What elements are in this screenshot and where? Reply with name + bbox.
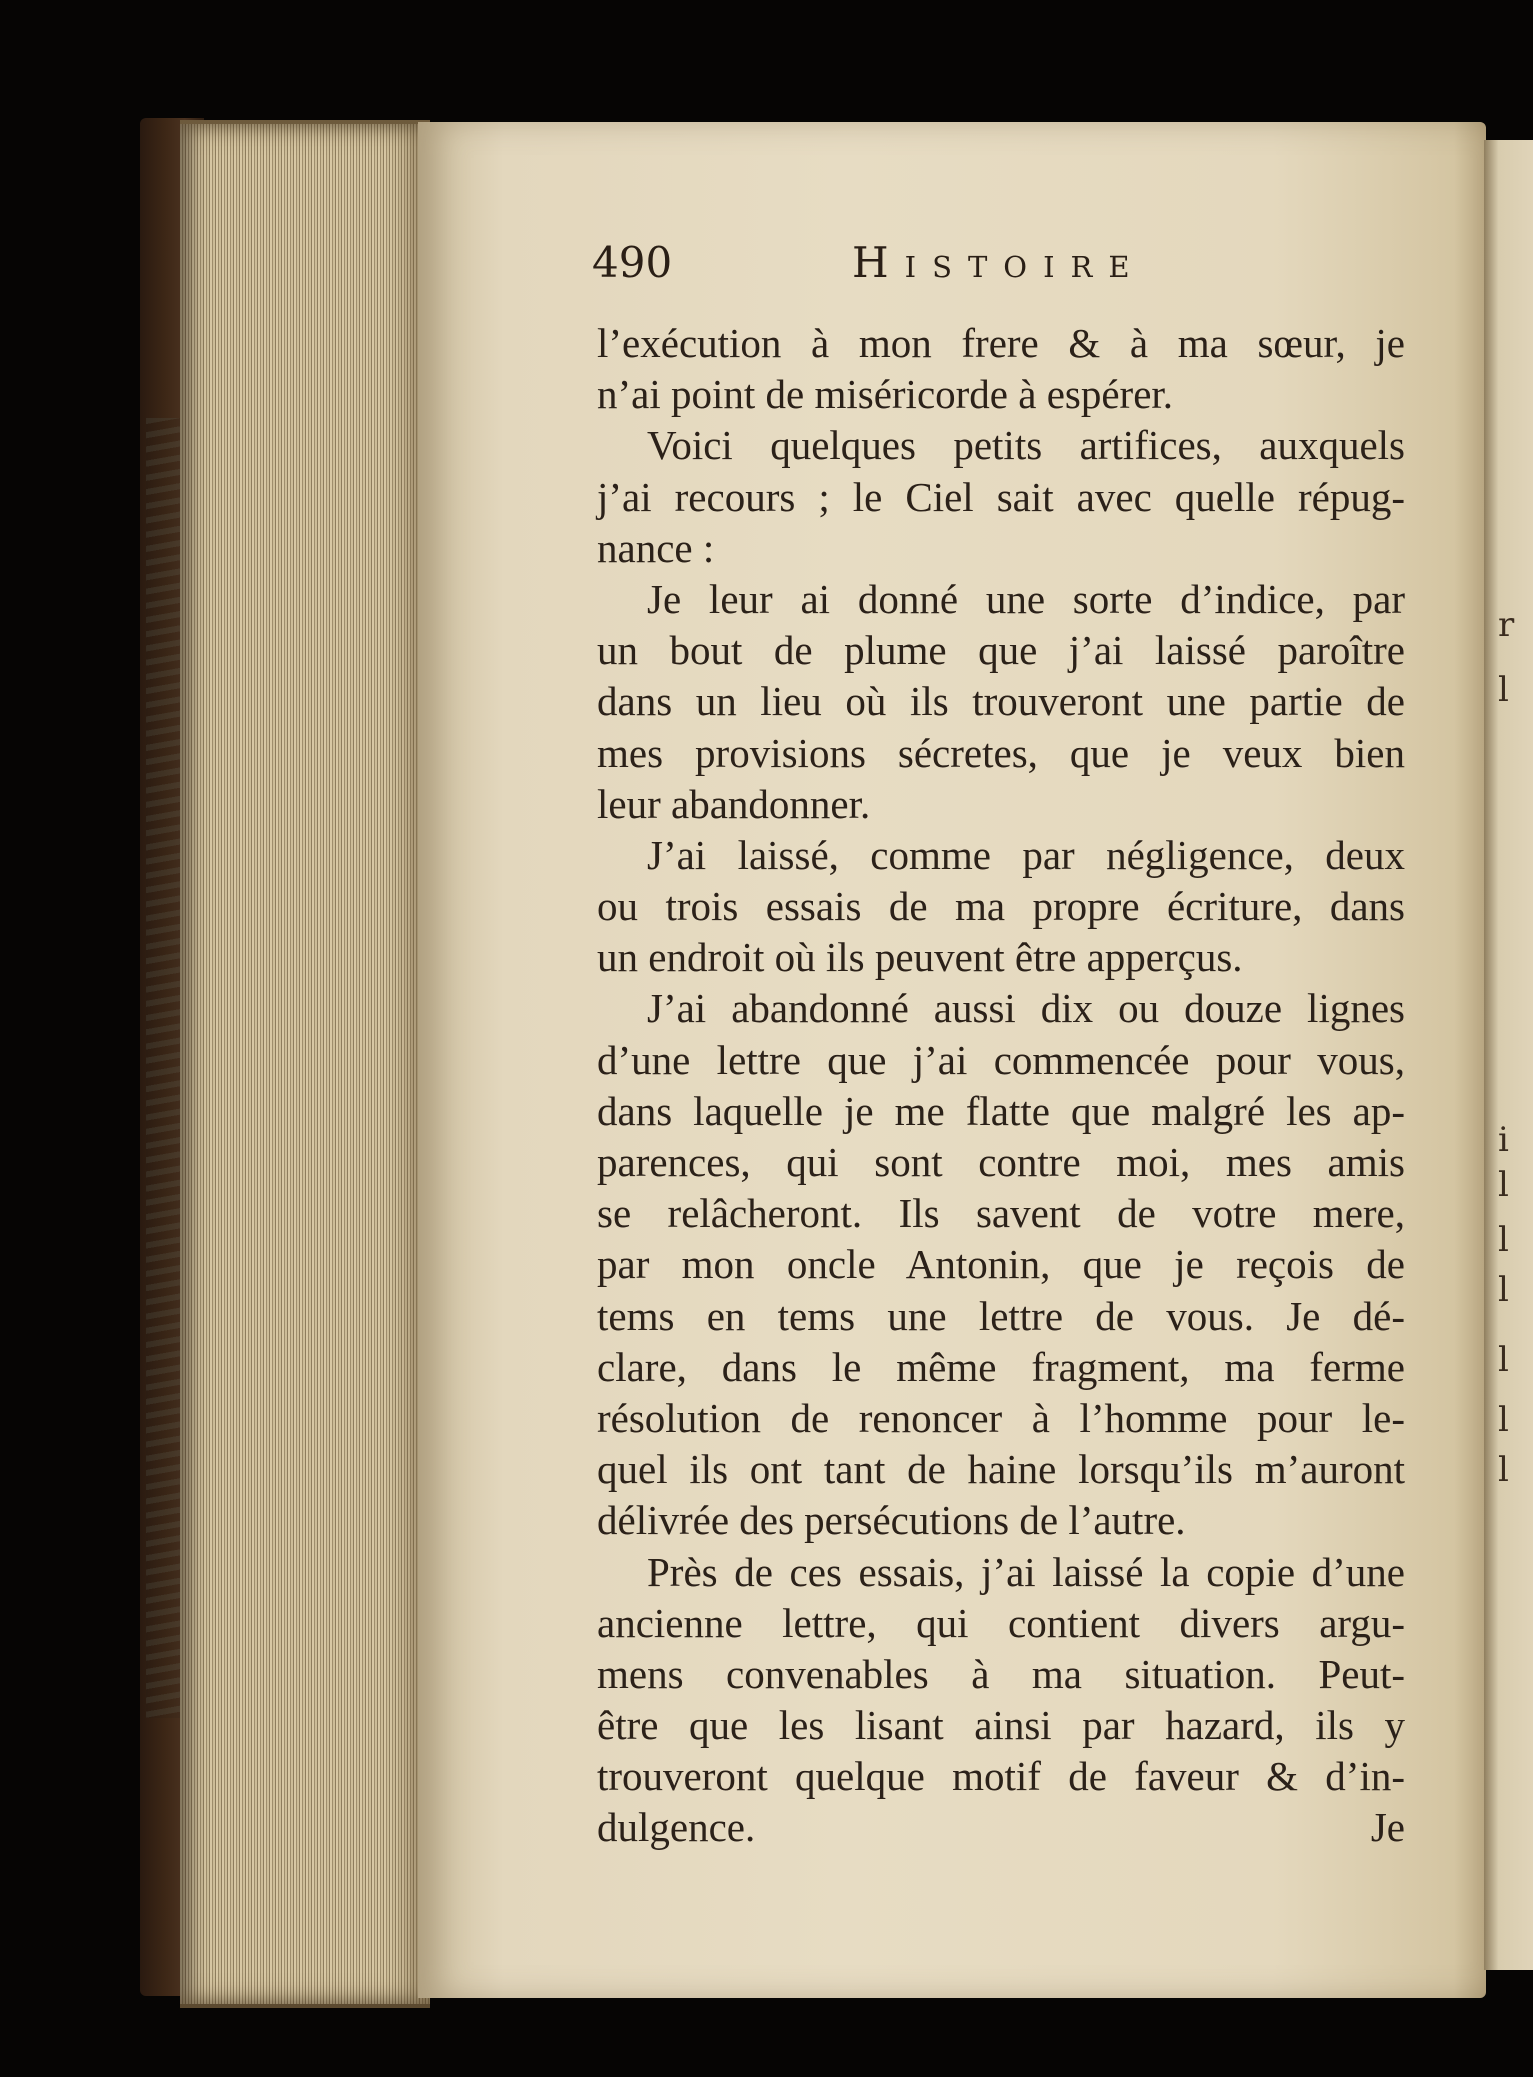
text-line: parences, qui sont contre moi, mes amis bbox=[597, 1139, 1405, 1185]
text-line: dans un lieu où ils trouveront une partie de bbox=[597, 678, 1405, 725]
text-line: ou trois essais de ma propre écriture, dans bbox=[597, 883, 1405, 930]
text-line: Voici quelques petits artifices, auxquels bbox=[647, 422, 1405, 469]
facing-page-glyph: l bbox=[1498, 1165, 1509, 1205]
text-line: n’ai point de miséricorde à espérer. bbox=[597, 371, 1174, 418]
facing-page-glyph: i bbox=[1498, 1120, 1509, 1160]
page-edges bbox=[180, 120, 430, 2008]
facing-page-glyph: l bbox=[1498, 670, 1509, 710]
text-line: un endroit où ils peuvent être apperçus. bbox=[597, 934, 1243, 981]
facing-page-glyph: r bbox=[1498, 605, 1515, 645]
text-line: d’une lettre que j’ai commencée pour vous, bbox=[597, 1036, 1405, 1083]
text-line: dulgence. Je bbox=[597, 1804, 1405, 1851]
text-line: leur abandonner. bbox=[597, 780, 871, 827]
text-line: Près de ces essais, j’ai laissé la copie d’une bbox=[647, 1548, 1405, 1595]
facing-page-glyph: l bbox=[1498, 1450, 1509, 1490]
text-line: J’ai abandonné aussi dix ou douze lignes bbox=[647, 985, 1405, 1032]
facing-page-glyph: l bbox=[1498, 1400, 1509, 1440]
facing-page-glyph: l bbox=[1498, 1220, 1509, 1260]
facing-page-edge bbox=[1484, 140, 1533, 1970]
text-line: trouveront quelque motif de faveur & d’in- bbox=[597, 1753, 1405, 1800]
text-line: quel ils ont tant de haine lorsqu’ils m’auront bbox=[597, 1446, 1405, 1493]
facing-page-glyph: l bbox=[1498, 1340, 1509, 1380]
text-line: clare, dans le même fragment, ma ferme bbox=[597, 1343, 1405, 1390]
text-line: résolution de renoncer à l’homme pour le- bbox=[597, 1394, 1405, 1441]
text-line: ancienne lettre, qui contient divers argu- bbox=[597, 1599, 1405, 1646]
text-line: dans laquelle je me flatte que malgré les ap- bbox=[597, 1087, 1405, 1134]
body-text bbox=[597, 318, 1405, 1854]
text-line: délivrée des persécutions de l’autre. bbox=[597, 1497, 1186, 1544]
text-line: un bout de plume que j’ai laissé paroître bbox=[597, 627, 1405, 674]
text-line: j’ai recours ; le Ciel sait avec quelle répug- bbox=[597, 473, 1405, 520]
text-line: mens convenables à ma situation. Peut- bbox=[597, 1650, 1405, 1697]
text-line: mes provisions sécretes, que je veux bien bbox=[597, 729, 1405, 776]
text-line: se relâcheront. Ils savent de votre mere, bbox=[597, 1190, 1405, 1237]
text-line: être que les lisant ainsi par hazard, ils y bbox=[597, 1702, 1405, 1749]
text-line: Je leur ai donné une sorte d’indice, par bbox=[647, 575, 1405, 622]
running-title: Histoire bbox=[852, 238, 1146, 287]
facing-page-glyph: l bbox=[1498, 1270, 1509, 1310]
text-line: J’ai laissé, comme par négligence, deux bbox=[647, 831, 1405, 878]
text-line: l’exécution à mon frere & à ma sœur, je bbox=[597, 320, 1405, 366]
text-line: par mon oncle Antonin, que je reçois de bbox=[597, 1241, 1405, 1288]
text-line: tems en tems une lettre de vous. Je dé- bbox=[597, 1292, 1405, 1339]
page-number: 490 bbox=[592, 238, 673, 287]
running-head bbox=[592, 238, 1172, 298]
text-line: nance : bbox=[597, 524, 715, 571]
